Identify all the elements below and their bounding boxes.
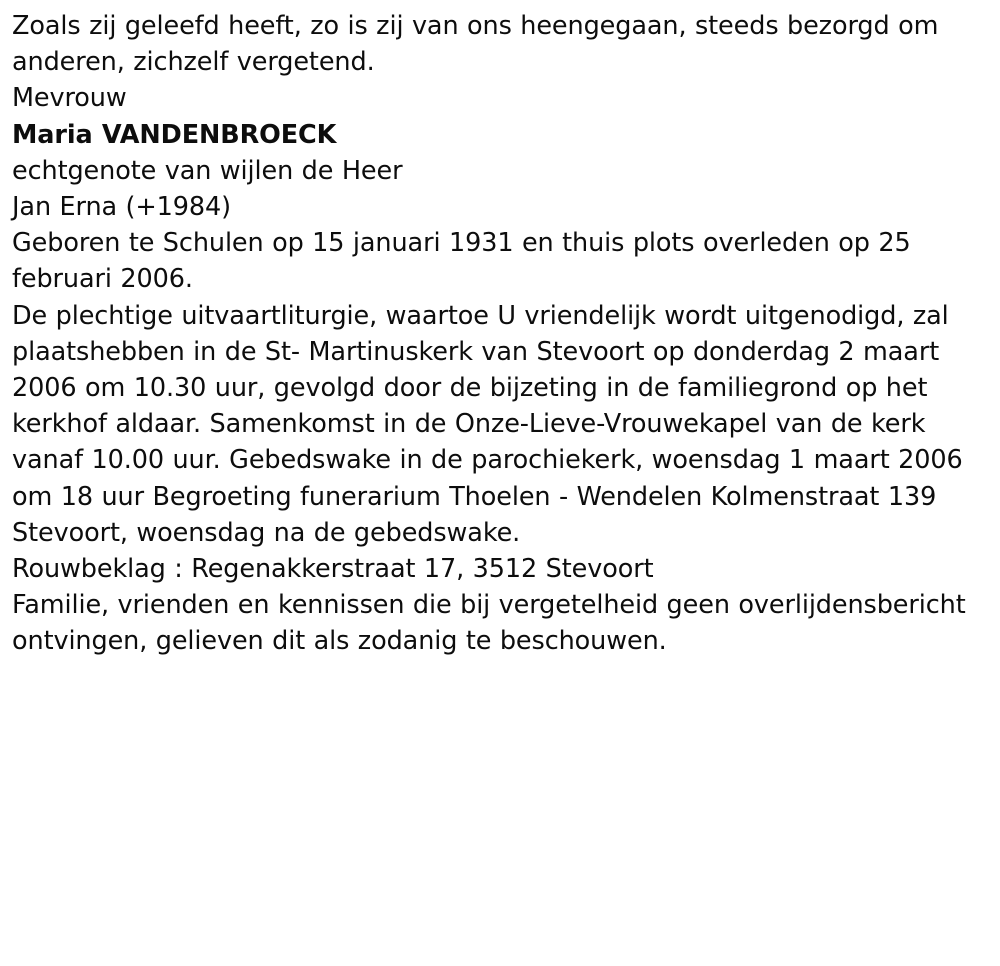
intro-paragraph: Zoals zij geleefd heeft, zo is zij van ons heengegaan, steeds bezorgd om anderen, zichzelf vergetend. <box>12 11 939 78</box>
salutation-line: Mevrouw <box>12 83 127 114</box>
condolences-address: Rouwbeklag : Regenakkerstraat 17, 3512 Stevoort <box>12 554 654 585</box>
closing-paragraph: Familie, vrienden en kennissen die bij vergetelheid geen overlijdensbericht ontvingen, gelieven dit als zodanig te beschouwen. <box>12 590 966 657</box>
deceased-name: Maria VANDENBROECK <box>12 119 337 150</box>
birth-death-paragraph: Geboren te Schulen op 15 januari 1931 en thuis plots overleden op 25 februari 2006. <box>12 228 911 295</box>
spouse-relation-line: echtgenote van wijlen de Heer <box>12 155 403 186</box>
spouse-name-line: Jan Erna (+1984) <box>12 192 232 223</box>
service-details-paragraph: De plechtige uitvaartliturgie, waartoe U vriendelijk wordt uitgenodigd, zal plaatshebben in de St- Martinuskerk van Stevoort op donderdag 2 maart 2006 om 10.30 uur, gevolgd door de bijzeting in de familiegrond op het kerkhof aldaar. Samenkomst in de Onze-Lieve-Vrouwekapel van de kerk vanaf 10.00 uur. Gebedswake in de parochiekerk, woensdag 1 maart 2006 om 18 uur Begroeting funerarium Thoelen - Wendelen Kolmenstraat 139 Stevoort, woensdag na de gebedswake. <box>12 300 963 548</box>
